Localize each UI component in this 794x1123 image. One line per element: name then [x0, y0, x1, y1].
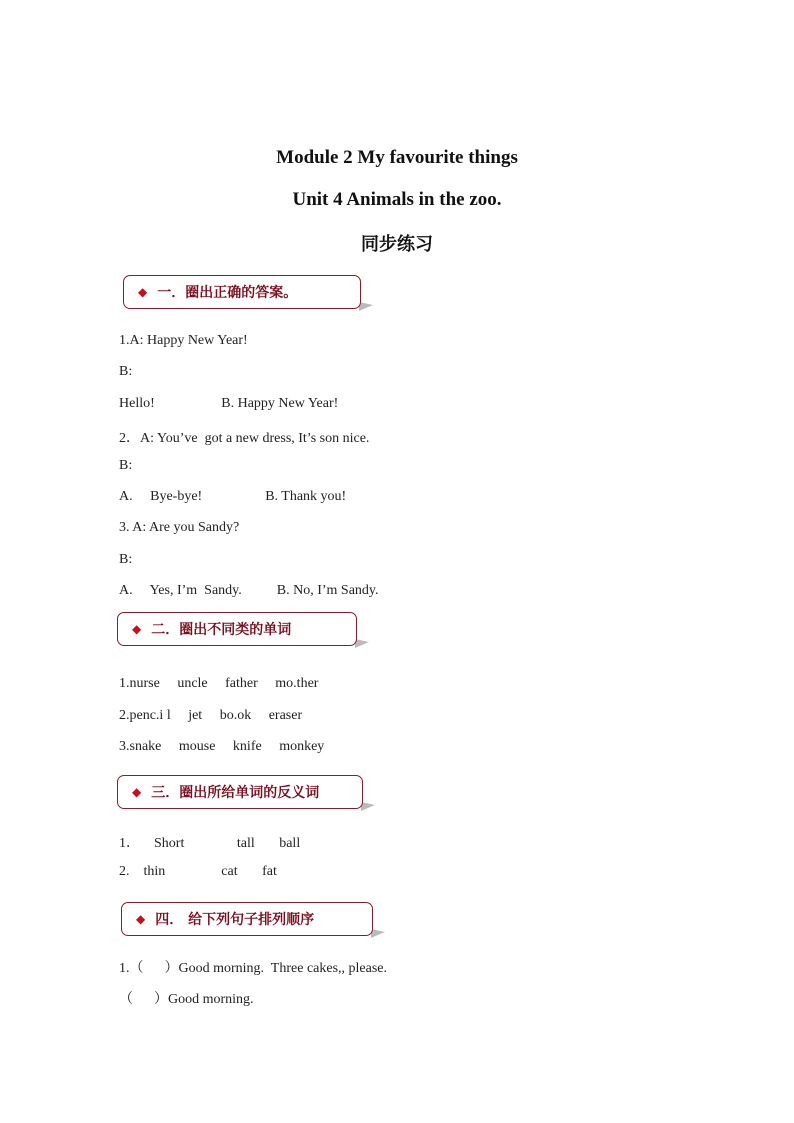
section-label: 三．圈出所给单词的反义词 [151, 785, 320, 801]
list-item: 1． Short tall ball [119, 836, 301, 851]
list-item: A. Yes, I’m Sandy. B. No, I’m Sandy. [119, 583, 379, 598]
list-item: 1.nurse uncle father mo.ther [119, 676, 319, 691]
list-item: A. Bye-bye! B. Thank you! [119, 489, 347, 504]
diamond-icon: ◆ [132, 785, 142, 799]
module-title: Module 2 My favourite things [276, 147, 518, 168]
list-item: （ ）Good morning. [119, 992, 254, 1007]
practice-title: 同步练习 [361, 234, 433, 255]
unit-title: Unit 4 Animals in the zoo. [292, 189, 502, 210]
section-label: 四． 给下列句子排列顺序 [155, 912, 315, 928]
diamond-icon: ◆ [132, 622, 142, 636]
diamond-icon: ◆ [136, 912, 146, 926]
list-item: 3.snake mouse knife monkey [119, 739, 325, 754]
section-shadow [355, 639, 369, 649]
section-label: 二．圈出不同类的单词 [151, 622, 292, 638]
section-shadow [371, 929, 385, 939]
list-item: 1.（ ）Good morning. Three cakes,, please. [119, 961, 388, 976]
section-header-1 [123, 275, 373, 309]
list-item: B: [119, 552, 133, 567]
list-item: 2.penc.i l jet bo.ok eraser [119, 708, 303, 723]
section-header-2 [117, 612, 367, 646]
section-header-4 [121, 902, 387, 936]
list-item: 3. A: Are you Sandy? [119, 520, 240, 535]
section-label: 一．圈出正确的答案。 [157, 285, 298, 301]
list-item: 1.A: Happy New Year! [119, 333, 248, 348]
list-item: B: [119, 458, 133, 473]
list-item: 2．A: You’ve got a new dress, It’s son nice. [119, 431, 370, 446]
section-shadow [361, 802, 375, 812]
list-item: B: [119, 364, 133, 379]
section-header-3 [117, 775, 377, 809]
diamond-icon: ◆ [138, 285, 148, 299]
list-item: Hello! B. Happy New Year! [119, 396, 339, 411]
list-item: 2. thin cat fat [119, 864, 277, 879]
section-shadow [359, 302, 373, 312]
